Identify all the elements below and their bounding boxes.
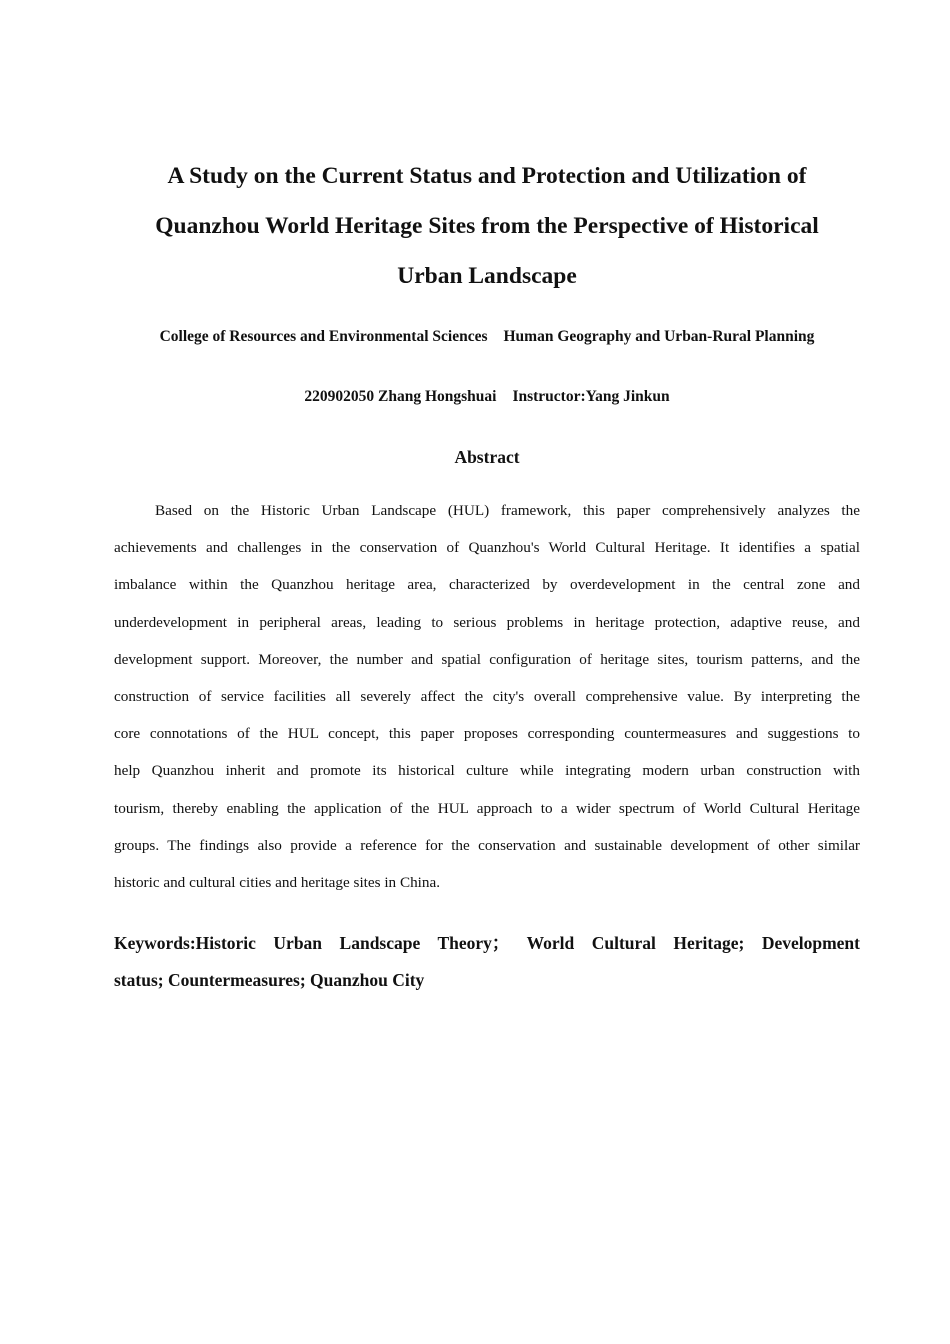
abstract-line: groups. The findings also provide a reference for the conservation and sustainable development of other similar [114, 836, 860, 854]
abstract-line: achievements and challenges in the conservation of Quanzhou's World Cultural Heritage. It identifies a spatial [114, 539, 860, 557]
college-name: College of Resources and Environmental Sciences [159, 328, 488, 345]
abstract-line: development support. Moreover, the number and spatial configuration of heritage sites, tourism patterns, and the [114, 650, 860, 668]
abstract-line: underdevelopment in peripheral areas, leading to serious problems in heritage protection, adaptive reuse, and [114, 613, 860, 631]
title-line: A Study on the Current Status and Protection and Utilization of [167, 163, 807, 189]
abstract-line: tourism, thereby enabling the application of the HUL approach to a wider spectrum of World Cultural Heritage [114, 799, 860, 817]
paper-title [112, 151, 862, 301]
keywords-line: Keywords:Historic Urban Landscape Theory； World Cultural Heritage; Development [114, 933, 860, 953]
abstract-line: help Quanzhou inherit and promote its historical culture while integrating modern urban construction with [114, 762, 860, 780]
keywords-block [114, 925, 860, 999]
affiliation-line [100, 327, 874, 347]
instructor-name: Instructor:Yang Jinkun [512, 388, 670, 405]
student-id-name: 220902050 Zhang Hongshuai [304, 388, 497, 405]
abstract-line: Based on the Historic Urban Landscape (HUL) framework, this paper comprehensively analyzes the [155, 502, 860, 519]
major-name: Human Geography and Urban-Rural Planning [503, 328, 815, 345]
abstract-heading: Abstract [454, 447, 520, 467]
abstract-body [114, 492, 860, 901]
title-line: Urban Landscape [397, 263, 577, 289]
abstract-line: historic and cultural cities and heritage sites in China. [114, 874, 441, 892]
keywords-line: status; Countermeasures; Quanzhou City [114, 970, 425, 990]
abstract-line: imbalance within the Quanzhou heritage area, characterized by overdevelopment in the central zone and [114, 576, 860, 594]
abstract-line: construction of service facilities all severely affect the city's overall comprehensive value. By interpreting the [114, 688, 860, 706]
title-line: Quanzhou World Heritage Sites from the Perspective of Historical [155, 213, 819, 239]
abstract-line: core connotations of the HUL concept, this paper proposes corresponding countermeasures and suggestions to [114, 725, 860, 743]
author-line [112, 387, 862, 407]
